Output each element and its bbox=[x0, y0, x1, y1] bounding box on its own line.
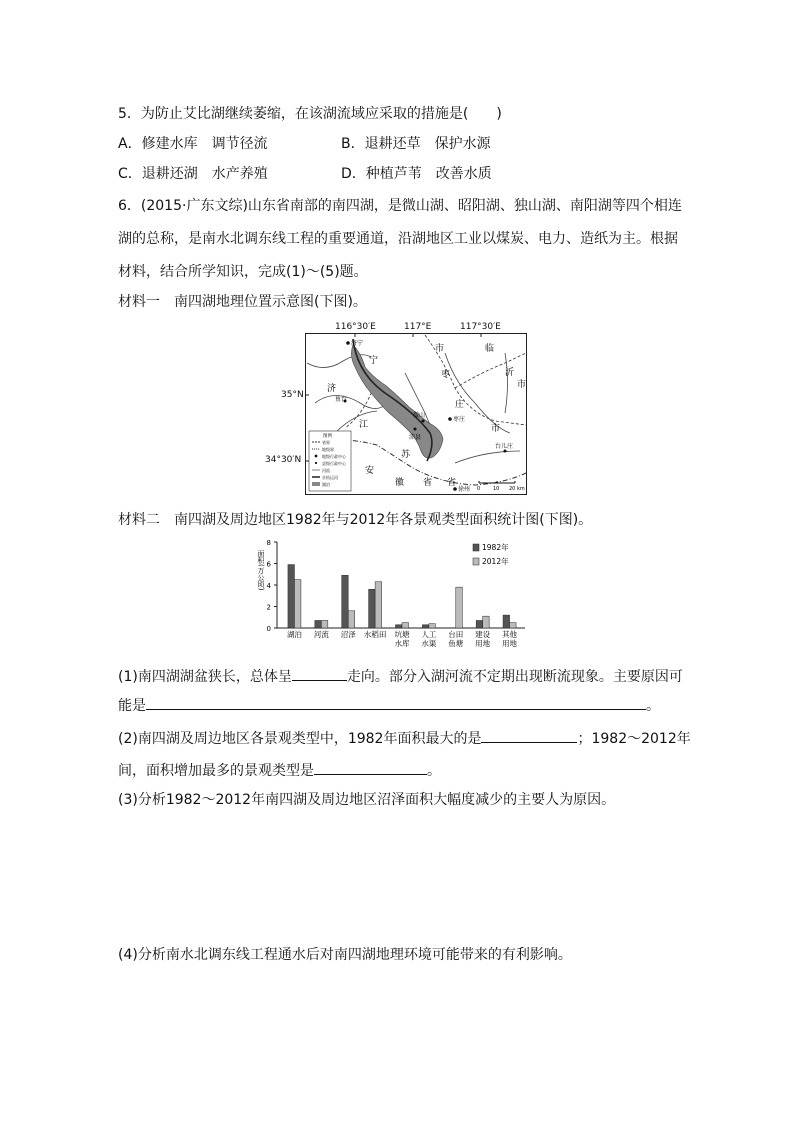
bar-2012 bbox=[402, 623, 409, 628]
svg-text:临: 临 bbox=[485, 344, 495, 354]
sub2a-pre: (2)南四湖及周边地区各景观类型中，1982年面积最大的是 bbox=[118, 731, 482, 747]
bar-1982 bbox=[342, 575, 349, 628]
map-lon-1: 116°30′E bbox=[335, 322, 376, 332]
svg-text:台儿庄: 台儿庄 bbox=[495, 443, 514, 450]
svg-text:市: 市 bbox=[435, 344, 445, 354]
sub-question-4: (4)分析南水北调东线工程通水后对南四湖地理环境可能带来的有利影响。 bbox=[118, 947, 572, 963]
x-tick-label: 其他 bbox=[502, 630, 518, 639]
svg-text:庄: 庄 bbox=[455, 400, 465, 410]
bar-1982 bbox=[369, 589, 376, 628]
svg-text:鱼台: 鱼台 bbox=[335, 396, 348, 403]
svg-text:市: 市 bbox=[517, 380, 527, 390]
svg-text:湖泊: 湖泊 bbox=[322, 482, 330, 487]
svg-text:济: 济 bbox=[327, 384, 337, 394]
q5-stem: 5．为防止艾比湖继续萎缩，在该湖流域应采取的措施是( ) bbox=[118, 106, 502, 122]
svg-text:苏: 苏 bbox=[401, 450, 411, 460]
svg-text:河流: 河流 bbox=[322, 468, 330, 473]
svg-text:徽: 徽 bbox=[395, 478, 405, 488]
x-tick-label: 鱼塘 bbox=[448, 639, 464, 648]
svg-text:0: 0 bbox=[477, 486, 481, 492]
x-tick-label: 用地 bbox=[502, 639, 518, 648]
q5-option-a: A．修建水库 调节径流 bbox=[118, 136, 268, 152]
answer-blank-2[interactable] bbox=[146, 695, 646, 710]
q6-intro-1: 6．(2015·广东文综)山东省南部的南四湖，是微山湖、昭阳湖、独山湖、南阳湖等四个相连 bbox=[118, 198, 682, 214]
bar-1982 bbox=[503, 615, 510, 628]
answer-blank-3[interactable] bbox=[481, 728, 577, 743]
sub-question-2-line-1 bbox=[118, 728, 691, 749]
bar-2012 bbox=[510, 623, 517, 628]
sub2b-pre: 间，面积增加最多的景观类型是 bbox=[118, 763, 314, 779]
y-tick-label: 8 bbox=[266, 539, 271, 547]
y-tick-label: 2 bbox=[266, 603, 271, 612]
bar-2012 bbox=[456, 587, 463, 628]
y-tick-label: 0 bbox=[266, 625, 271, 633]
sub1-post: 走向。部分入湖河流不定期出现断流现象。主要原因可 bbox=[346, 669, 683, 685]
svg-text:微山: 微山 bbox=[413, 412, 426, 419]
map-lat-2: 34°30′N bbox=[265, 455, 302, 465]
x-tick-label: 用地 bbox=[475, 639, 491, 648]
svg-text:县级行政中心: 县级行政中心 bbox=[322, 461, 346, 466]
landscape-area-bar-chart bbox=[255, 536, 555, 660]
sub-question-1-line-2 bbox=[118, 695, 660, 716]
sub2a-post: ；1982～2012年 bbox=[577, 731, 691, 747]
q5-option-c: C．退耕还湖 水产养殖 bbox=[118, 166, 268, 182]
svg-text:枣: 枣 bbox=[441, 370, 451, 380]
x-tick-label: 湖泊 bbox=[286, 630, 302, 639]
x-tick-label: 河流 bbox=[313, 630, 329, 639]
map-lat-1: 35°N bbox=[281, 390, 304, 400]
bar-2012 bbox=[321, 620, 328, 628]
x-tick-label: 坑塘 bbox=[394, 630, 410, 639]
sub-question-3: (3)分析1982～2012年南四湖及周边地区沼泽面积大幅度减少的主要人为原因。 bbox=[118, 792, 616, 808]
svg-text:沂: 沂 bbox=[505, 368, 515, 378]
q5-option-d: D．种植芦苇 改善水质 bbox=[341, 166, 492, 182]
svg-text:20 km: 20 km bbox=[509, 486, 525, 492]
y-tick-label: 6 bbox=[266, 560, 271, 569]
nansi-lake-map bbox=[305, 333, 527, 495]
svg-text:地级行政中心: 地级行政中心 bbox=[322, 454, 346, 459]
bar-1982 bbox=[396, 625, 403, 628]
x-tick-label: 水渠 bbox=[421, 639, 437, 648]
svg-text:江: 江 bbox=[359, 420, 369, 430]
svg-text:宁: 宁 bbox=[369, 356, 379, 366]
bar-2012 bbox=[348, 611, 355, 628]
bar-1982 bbox=[315, 620, 321, 628]
legend-label: 2012年 bbox=[482, 557, 509, 566]
svg-text:省: 省 bbox=[423, 478, 433, 488]
material-1-caption: 材料一 南四湖地理位置示意图(下图)。 bbox=[118, 294, 367, 310]
x-tick-label: 沼泽 bbox=[340, 630, 356, 639]
svg-text:徐州: 徐州 bbox=[458, 486, 471, 493]
map-lon-2: 117°E bbox=[404, 322, 432, 332]
bar-2012 bbox=[375, 582, 382, 628]
sub-question-2-line-2 bbox=[118, 760, 441, 781]
svg-text:市: 市 bbox=[491, 424, 501, 434]
svg-text:济宁: 济宁 bbox=[351, 340, 364, 347]
x-tick-label: 水稻田 bbox=[363, 630, 387, 639]
bar-2012 bbox=[294, 580, 301, 628]
sub2b-post: 。 bbox=[427, 763, 441, 779]
x-tick-label: 人工 bbox=[421, 630, 437, 639]
y-axis-label: 面积(万公顷) bbox=[257, 550, 265, 591]
bar-2012 bbox=[429, 624, 436, 628]
sub-question-1-line-1 bbox=[118, 666, 683, 687]
legend-swatch bbox=[473, 544, 479, 551]
sub1b-pre: 能是 bbox=[118, 698, 146, 714]
y-tick-label: 4 bbox=[266, 582, 271, 590]
legend-label: 1982年 bbox=[482, 543, 509, 552]
map-lon-3: 117°30′E bbox=[460, 322, 501, 332]
q6-intro-3: 材料，结合所学知识，完成(1)～(5)题。 bbox=[118, 264, 368, 280]
svg-text:省: 省 bbox=[447, 478, 457, 488]
svg-text:沛县: 沛县 bbox=[409, 434, 422, 441]
svg-text:图例: 图例 bbox=[323, 434, 332, 439]
answer-blank-4[interactable] bbox=[314, 760, 427, 775]
q6-intro-2: 湖的总称，是南水北调东线工程的重要通道，沿湖地区工业以煤炭、电力、造纸为主。根据 bbox=[118, 231, 678, 247]
svg-text:京杭运河: 京杭运河 bbox=[322, 475, 338, 480]
q5-option-b: B．退耕还草 保护水源 bbox=[341, 136, 491, 152]
bar-1982 bbox=[422, 625, 429, 628]
svg-text:枣庄: 枣庄 bbox=[453, 416, 466, 423]
svg-text:地级界: 地级界 bbox=[322, 447, 334, 452]
svg-text:10: 10 bbox=[493, 486, 500, 492]
bar-2012 bbox=[483, 616, 490, 628]
bar-1982 bbox=[288, 565, 295, 628]
x-tick-label: 水库 bbox=[394, 639, 410, 648]
svg-text:安: 安 bbox=[365, 466, 375, 476]
legend-swatch bbox=[473, 558, 479, 565]
x-tick-label: 台田 bbox=[448, 630, 464, 639]
answer-blank-1[interactable] bbox=[292, 666, 347, 681]
sub1b-post: 。 bbox=[646, 698, 660, 714]
svg-text:省界: 省界 bbox=[322, 440, 330, 445]
sub1-pre: (1)南四湖湖盆狭长，总体呈 bbox=[118, 669, 292, 685]
bar-1982 bbox=[476, 620, 483, 628]
material-2-caption: 材料二 南四湖及周边地区1982年与2012年各景观类型面积统计图(下图)。 bbox=[118, 512, 593, 528]
x-tick-label: 建设 bbox=[475, 630, 491, 639]
